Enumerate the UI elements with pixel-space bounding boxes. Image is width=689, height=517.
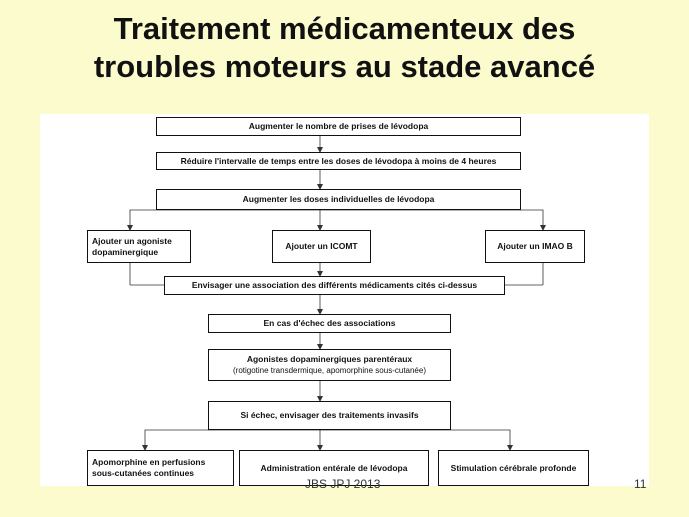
step-augmenter-doses-label: Augmenter les doses individuelles de lévodopa [242, 194, 435, 204]
step-reduire-intervalle-label: Réduire l'intervalle de temps entre les doses de lévodopa à moins de 4 heures [180, 155, 497, 166]
step-echec-associations-label: En cas d'échec des associations [263, 318, 396, 328]
step-agonistes-parenteraux [208, 349, 451, 381]
option-stimulation [438, 450, 589, 486]
arrow-step3-imaob [320, 210, 543, 230]
slide-title [0, 10, 689, 86]
branch-agoniste-line-2: dopaminergique [92, 246, 159, 257]
step-agonistes-parenteraux-title: Agonistes dopaminergiques parentéraux [246, 354, 413, 364]
branch-imaob-label: Ajouter un IMAO B [497, 241, 573, 251]
slide-title-line-2: troubles moteurs au stade avancé [93, 49, 596, 84]
branch-icomt-label: Ajouter un ICOMT [285, 241, 358, 251]
option-apomorphine [87, 450, 234, 486]
option-stimulation-label: Stimulation cérébrale profonde [450, 462, 577, 473]
step-echec-associations [208, 314, 451, 333]
step-reduire-intervalle [156, 152, 521, 170]
branch-imaob [485, 230, 585, 263]
step-augmenter-prises-label: Augmenter le nombre de prises de lévodopa [248, 121, 429, 131]
step-traitements-invasifs-label: Si échec, envisager des traitements invasifs [240, 410, 419, 420]
option-apomorphine-line-2: sous-cutanées continues [92, 468, 195, 478]
footer-author: JBS JPJ 2013 [305, 477, 381, 491]
step-association [164, 276, 505, 295]
step-association-label: Envisager une association des différents médicaments cités ci-dessus [191, 280, 478, 290]
step-traitements-invasifs [208, 401, 451, 430]
option-apomorphine-line-1: Apomorphine en perfusions [92, 457, 206, 467]
branch-icomt [272, 230, 371, 263]
step-augmenter-prises [156, 117, 521, 136]
branch-agoniste [87, 230, 191, 263]
branch-agoniste-line-1: Ajouter un agoniste [92, 235, 172, 246]
flowchart-panel [40, 114, 649, 486]
step-agonistes-parenteraux-sub: (rotigotine transdermique, apomorphine sous-cutanée) [233, 366, 426, 375]
slide-title-line-1: Traitement médicamenteux des [113, 11, 576, 46]
option-enterale-label: Administration entérale de lévodopa [260, 462, 408, 473]
arrow-invasifs-stimulation [320, 430, 510, 450]
arrow-invasifs-apomorphine [145, 430, 320, 450]
page-number: 11 [634, 477, 647, 491]
arrow-step3-agoniste [130, 210, 320, 230]
step-augmenter-doses [156, 189, 521, 210]
